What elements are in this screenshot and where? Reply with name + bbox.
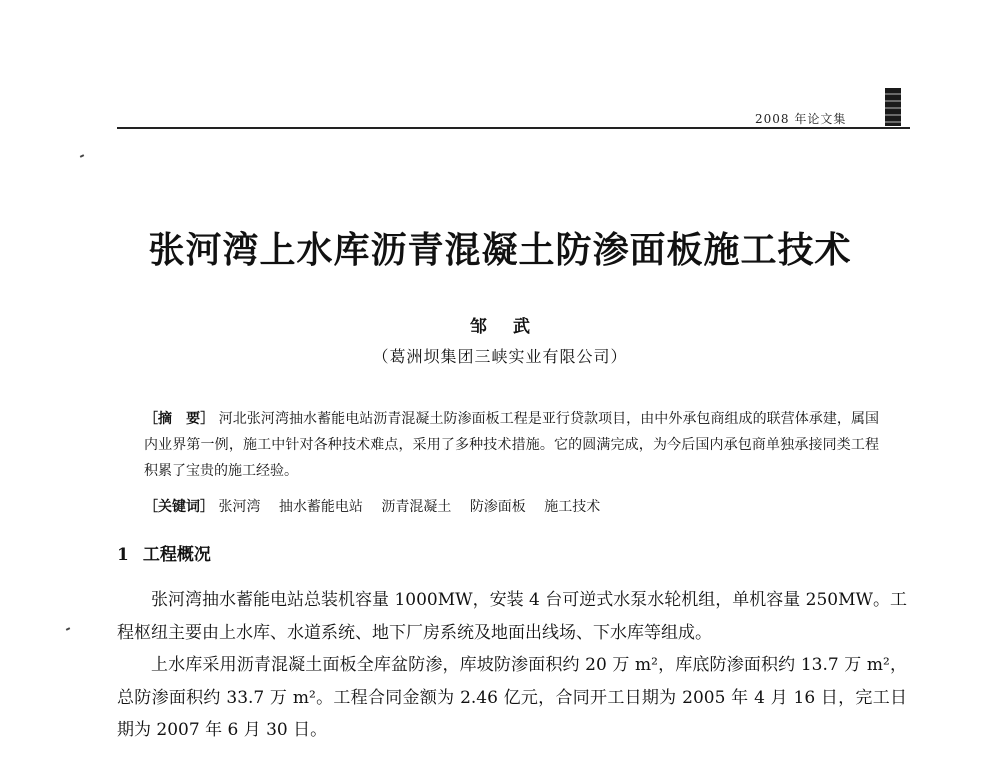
section-number: 1 <box>117 545 129 565</box>
section-heading <box>117 540 211 565</box>
keywords <box>144 494 879 520</box>
keyword: 施工技术 <box>544 499 601 515</box>
scan-speck <box>66 627 70 631</box>
header-rule <box>117 127 910 129</box>
paper-title: 张河湾上水库沥青混凝土防渗面板施工技术 <box>148 229 852 271</box>
author-name: 邹 武 <box>470 317 530 337</box>
scan-speck <box>80 154 84 158</box>
running-header: 2008 年论文集 <box>755 112 847 126</box>
body-paragraph: 上水库采用沥青混凝土面板全库盆防渗，库坡防渗面积约 20 万 m²，库底防渗面积约 13.7 万 m²，总防渗面积约 33.7 万 m²。工程合同金额为 2.46 亿元，合同开工日期为 2005 年 4 月 16 日，完工日期为 2007 年 6 月 30 日。 <box>117 655 907 740</box>
author-affiliation: （葛洲坝集团三峡实业有限公司） <box>372 347 628 366</box>
section-title: 工程概况 <box>142 545 211 565</box>
keywords-label: ［关键词］ <box>144 499 214 515</box>
keyword: 张河湾 <box>218 499 261 515</box>
abstract-label: ［摘 要］ <box>144 411 215 427</box>
abstract-text: 河北张河湾抽水蓄能电站沥青混凝土防渗面板工程是亚行贷款项目，由中外承包商组成的联营体承建，属国内业界第一例，施工中针对各种技术难点，采用了多种技术措施。它的圆满完成，为今后国内承包商单独承接同类工程积累了宝贵的施工经验。 <box>144 411 880 479</box>
body-paragraph: 张河湾抽水蓄能电站总装机容量 1000MW，安装 4 台可逆式水泵水轮机组，单机容量 250MW。工程枢纽主要由上水库、水道系统、地下厂房系统及地面出线场、下水库等组成。 <box>117 590 907 643</box>
section-body <box>117 584 907 747</box>
keyword: 抽水蓄能电站 <box>278 499 363 515</box>
page-corner-mark <box>885 88 901 126</box>
keyword: 防渗面板 <box>469 499 526 515</box>
keyword: 沥青混凝土 <box>381 499 452 515</box>
abstract <box>144 406 879 484</box>
